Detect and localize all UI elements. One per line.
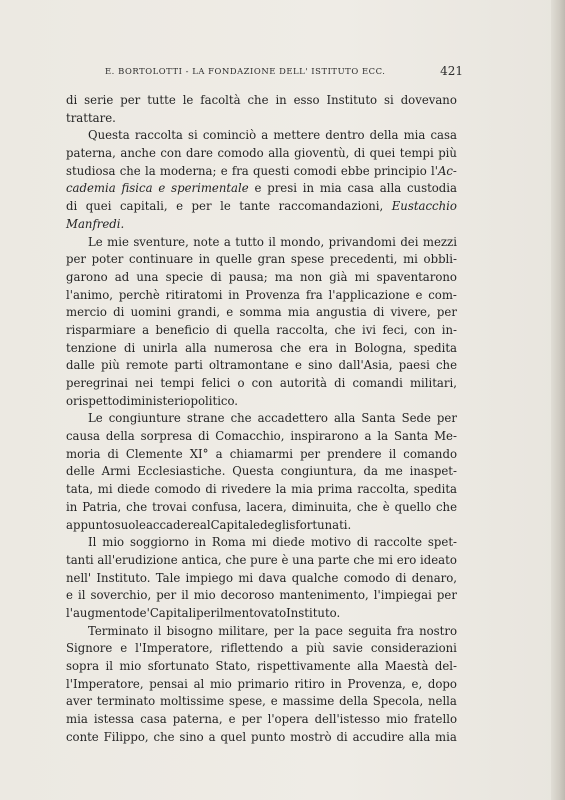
text-line: Questa raccolta si cominciò a mettere dentro della mia casa: [88, 128, 457, 143]
text-line: trattare.: [66, 110, 116, 125]
page-number: 421: [440, 64, 463, 78]
text-line: o rispetto di ministerio politico.: [66, 393, 239, 408]
paragraph: [66, 127, 457, 233]
text-line: tanti all'erudizione antica, che pure è una parte che mi ero ideato: [66, 552, 457, 567]
text-line: delle Armi Ecclesiastiche. Questa congiuntura, da me inaspet-: [66, 464, 457, 479]
text-line: mercio di uomini grandi, e somma mia angustia di vivere, per: [66, 305, 457, 320]
paragraph: [66, 234, 457, 411]
text-line: risparmiare a beneficio di quella raccolta, che ivi feci, con in-: [66, 322, 457, 337]
paragraph: [66, 92, 457, 127]
text-line: conte Filippo, che sino a quel punto mostrò di accudire alla mia: [66, 729, 457, 744]
paragraph: [66, 410, 457, 534]
text-line: Le congiunture strane che accadettero alla Santa Sede per: [88, 411, 457, 426]
page-edge-shadow: [551, 0, 565, 800]
text-line: nell' Instituto. Tale impiego mi dava qualche comodo di denaro,: [66, 570, 457, 585]
text-line: appunto suole accadere al Capitale degli sfortunati.: [66, 517, 352, 532]
text-line: l'augmento de' Capitali per il mentovato Instituto.: [66, 605, 341, 620]
text-line: l'animo, perchè ritiratomi in Provenza fra l'applicazione e com-: [66, 287, 457, 302]
text-line: tata, mi diede comodo di rivedere la mia prima raccolta, spedita: [66, 482, 457, 497]
body-text: [66, 92, 457, 746]
running-title: E. BORTOLOTTI - LA FONDAZIONE DELL' ISTITUTO ECC.: [105, 66, 386, 76]
text-line: Il mio soggiorno in Roma mi diede motivo di raccolte spet-: [88, 535, 457, 550]
text-line: dalle più remote parti oltramontane e sino dall'Asia, paesi che: [66, 358, 457, 373]
text-line: cademia fisica e sperimentale e presi in mia casa alla custodia: [66, 181, 457, 196]
text-line: e il soverchio, per il mio decoroso mantenimento, l'impiegai per: [66, 588, 457, 603]
text-line: in Patria, che trovai confusa, lacera, diminuita, che è quello che: [66, 499, 457, 514]
running-header: [105, 64, 463, 78]
text-line: causa della sorpresa di Comacchio, inspirarono a la Santa Me-: [66, 429, 457, 444]
text-line: mia istessa casa paterna, e per l'opera dell'istesso mio fratello: [66, 712, 457, 727]
text-line: studiosa che la moderna; e fra questi comodi ebbe principio l'Ac-: [66, 163, 457, 178]
text-line: Terminato il bisogno militare, per la pace seguita fra nostro: [88, 623, 457, 638]
text-line: Manfredi.: [66, 216, 125, 231]
text-line: peregrinai nei tempi felici o con autorità di comandi militari,: [66, 376, 457, 390]
text-line: di serie per tutte le facoltà che in esso Instituto si dovevano: [66, 93, 457, 107]
text-line: paterna, anche con dare comodo alla gioventù, di quei tempi più: [66, 146, 457, 161]
paragraph: [66, 534, 457, 622]
text-line: Le mie sventure, note a tutto il mondo, privandomi dei mezzi: [88, 234, 457, 249]
text-line: di quei capitali, e per le tante raccomandazioni, Eustacchio: [66, 199, 457, 214]
text-line: per poter continuare in quelle gran spese precedenti, mi obbli-: [66, 252, 457, 267]
paragraph: [66, 623, 457, 747]
text-line: moria di Clemente XI° a chiamarmi per prendere il comando: [66, 446, 457, 461]
text-line: aver terminato moltissime spese, e massime della Specola, nella: [66, 694, 457, 709]
text-line: Signore e l'Imperatore, riflettendo a più savie considerazioni: [66, 641, 457, 656]
text-line: sopra il mio sfortunato Stato, rispettivamente alla Maestà del-: [66, 659, 457, 673]
text-line: tenzione di unirla alla numerosa che era in Bologna, spedita: [66, 340, 457, 355]
text-line: l'Imperatore, pensai al mio primario ritiro in Provenza, e, dopo: [66, 676, 457, 691]
text-line: garono ad una specie di pausa; ma non già mi spaventarono: [66, 269, 457, 284]
